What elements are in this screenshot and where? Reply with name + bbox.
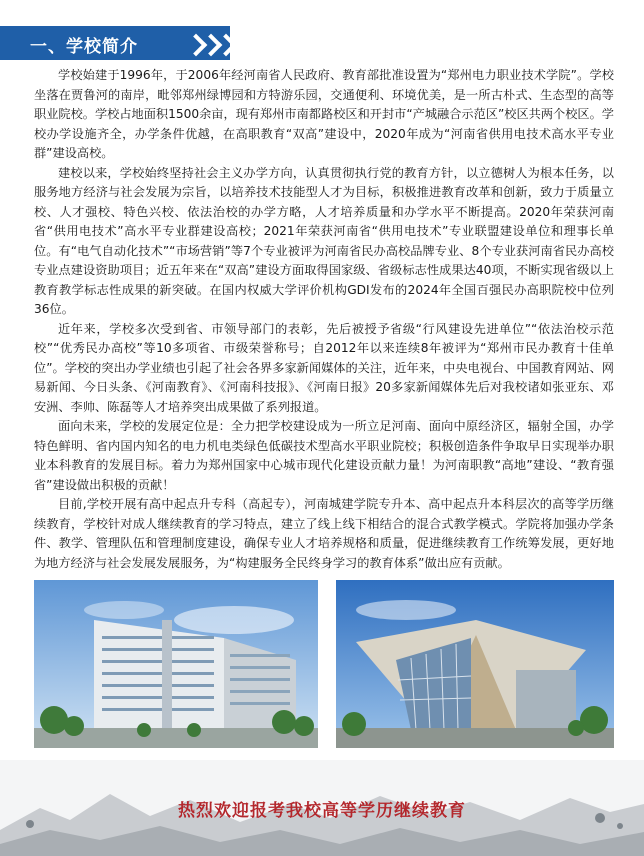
paragraph: 目前,学校开展有高中起点升专科（高起专），河南城建学院专升本、高中起点升本科层次的高等学历继续教育，学校针对成人继续教育的学习特点，建立了线上线下相结合的混合式教学模式。学院将加强办学条件、教学、管理队伍和管理制度建设，确保专业人才培养规格和质量，促进继续教育工作统筹发展，更好地为地方经济与社会发展发展服务，为“构建服务全民终身学习的教育体系”做出应有贡献。 xyxy=(34,497,614,570)
paragraph: 学校始建于1996年，于2006年经河南省人民政府、教育部批准设置为“郑州电力职业技术学院”。学校坐落在贾鲁河的南岸，毗邻郑州绿博园和方特游乐园，交通便利、环境优美，是一所古朴式、生态型的高等职业院校。学校占地面积1500余亩，现有郑州市南都路校区和开封市“产城融合示范区”校区共两个校区。学校办学设施齐全，办学条件优越，在高职教育“双高”建设中，2020年成为“河南省供用电技术高水平专业群”建设高校。 xyxy=(34,68,614,160)
slogan-text: 热烈欢迎报考我校高等学历继续教育 xyxy=(178,801,466,821)
campus-hall-photo xyxy=(336,580,614,748)
paragraph: 面向未来，学校的发展定位是：全力把学校建设成为一所立足河南、面向中原经济区，辐射全国，办学特色鲜明、省内国内知名的电力机电类绿色低碳技术型高水平职业院校；积极创造条件争取早日实现举办职业本科教育的发展目标。着力为郑州国家中心城市现代化建设贡献力量！为河南职教“高地”建设、“教育强省”建设做出积极的贡献！ xyxy=(34,419,614,492)
campus-building-photo xyxy=(34,580,318,748)
paragraph: 建校以来，学校始终坚持社会主义办学方向，认真贯彻执行党的教育方针，以立德树人为根本任务，以服务地方经济与社会发展为宗旨，以培养技术技能型人才为目标，积极推进教育改革和创新，致力于质量立校、人才强校、特色兴校、依法治校的办学方略，人才培养质量和办学水平不断提高。2020年荣获河南省“供用电技术”高水平专业群建设高校；2021年荣获河南省“供用电技术”专业联盟建设单位和理事长单位。有“电气自动化技术”“市场营销”等7个专业被评为河南省民办高校品牌专业、8个专业获河南省民办高校专业点建设资助项目；近五年来在“双高”建设方面取得国家级、省级标志性成果达40项，不断实现省级以上教育教学标志性成果的新突破。在国内权威大学评价机构GDI发布的2024年全国百强民办高职院校中位列36位。 xyxy=(34,165,614,316)
paragraph: 近年来，学校多次受到省、市领导部门的表彰，先后被授予省级“行风建设先进单位”“依法治校示范校”“优秀民办高校”等10多项省、市级荣誉称号；自2012年以来连续8年被评为“郑州市民办教育十佳单位”。学校的突出办学业绩也引起了社会各界多家新闻媒体的关注，近年来，中央电视台、中国教育网站、网易新闻、今日头条、《河南教育》、《河南科技报》、《河南日报》20多家新闻媒体先后对我校诸如张亚东、邓安洲、李帅、陈磊等人才培养突出成果做了系列报道。 xyxy=(34,321,614,414)
section-title: 一、学校简介 xyxy=(30,37,138,57)
chevron-right-icon xyxy=(188,27,233,61)
intro-text xyxy=(34,66,614,573)
